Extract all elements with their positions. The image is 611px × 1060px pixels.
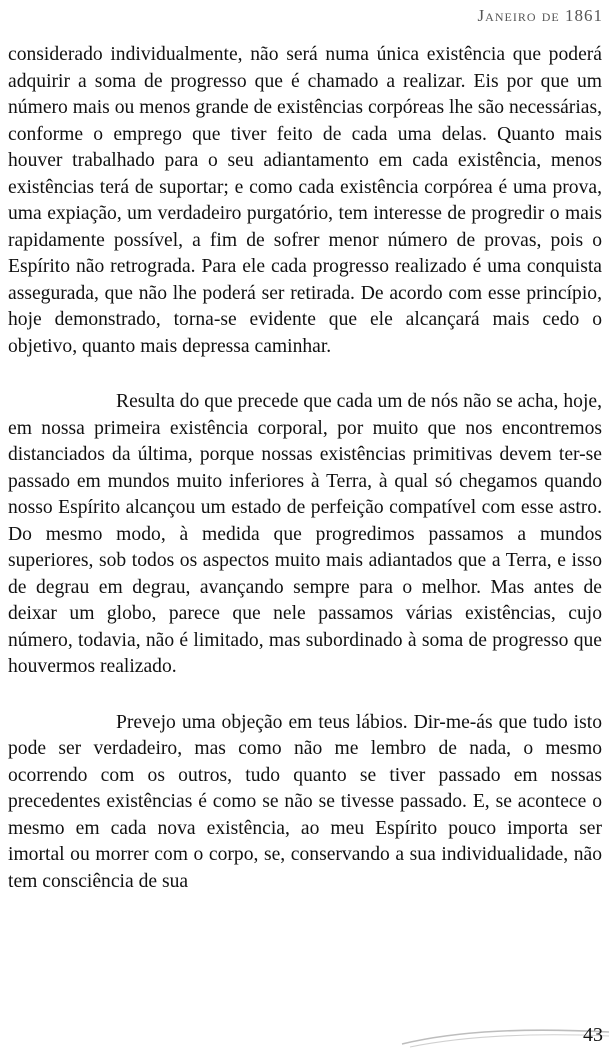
paragraph-1: considerado individualmente, não será numa única existência que poderá adquirir a soma de progresso que é chamado a realizar. Eis por que um número mais ou menos grande de existências corpóreas lhe são necessárias, conforme o emprego que tiver feito de cada uma delas. Quanto mais houver trabalhado para o seu adiantamento em cada existência, menos existências terá de suportar; e como cada existência corpórea é uma prova, uma expiação, um verdadeiro purgatório, tem interesse de progredir o mais rapidamente possível, a fim de sofrer menor número de provas, pois o Espírito não retrograda. Para ele cada progresso realizado é uma conquista assegurada, que não lhe poderá ser retirada. De acordo com esse princípio, hoje demonstrado, torna-se evidente que ele alcançará mais cedo o objetivo, quanto mais depressa caminhar. <box>8 44 602 357</box>
paragraph-2: Resulta do que precede que cada um de nós não se acha, hoje, em nossa primeira existência corporal, por muito que nos encontremos distanciados da última, porque nossas existências primitivas devem ter-se passado em mundos muito inferiores à Terra, à qual só chegamos quando nosso Espírito alcançou um estado de perfeição compatível com esse astro. Do mesmo modo, à medida que progredimos passamos a mundos superiores, sob todos os aspectos muito mais adiantados que a Terra, e isso de degrau em degrau, avançando sempre para o melhor. Mas antes de deixar um globo, parece que nele passamos várias existências, cujo número, todavia, não é limitado, mas subordinado à soma de progresso que houvermos realizado. <box>8 391 602 677</box>
body-text <box>8 42 602 895</box>
decorative-swoosh-icon <box>400 1022 611 1050</box>
running-header: Janeiro de 1861 <box>477 6 603 25</box>
paragraph-3: Prevejo uma objeção em teus lábios. Dir-me-ás que tudo isto pode ser verdadeiro, mas como não me lembro de nada, o mesmo ocorrendo com os outros, tudo quanto se tiver passado em nossas precedentes existências é como se não se tivesse passado. E, se acontece o mesmo em cada nova existência, ao meu Espírito pouco importa ser imortal ou morrer com o corpo, se, conservando a sua individualidade, não tem consciência de sua <box>8 711 602 892</box>
page-number: 43 <box>583 1024 603 1046</box>
